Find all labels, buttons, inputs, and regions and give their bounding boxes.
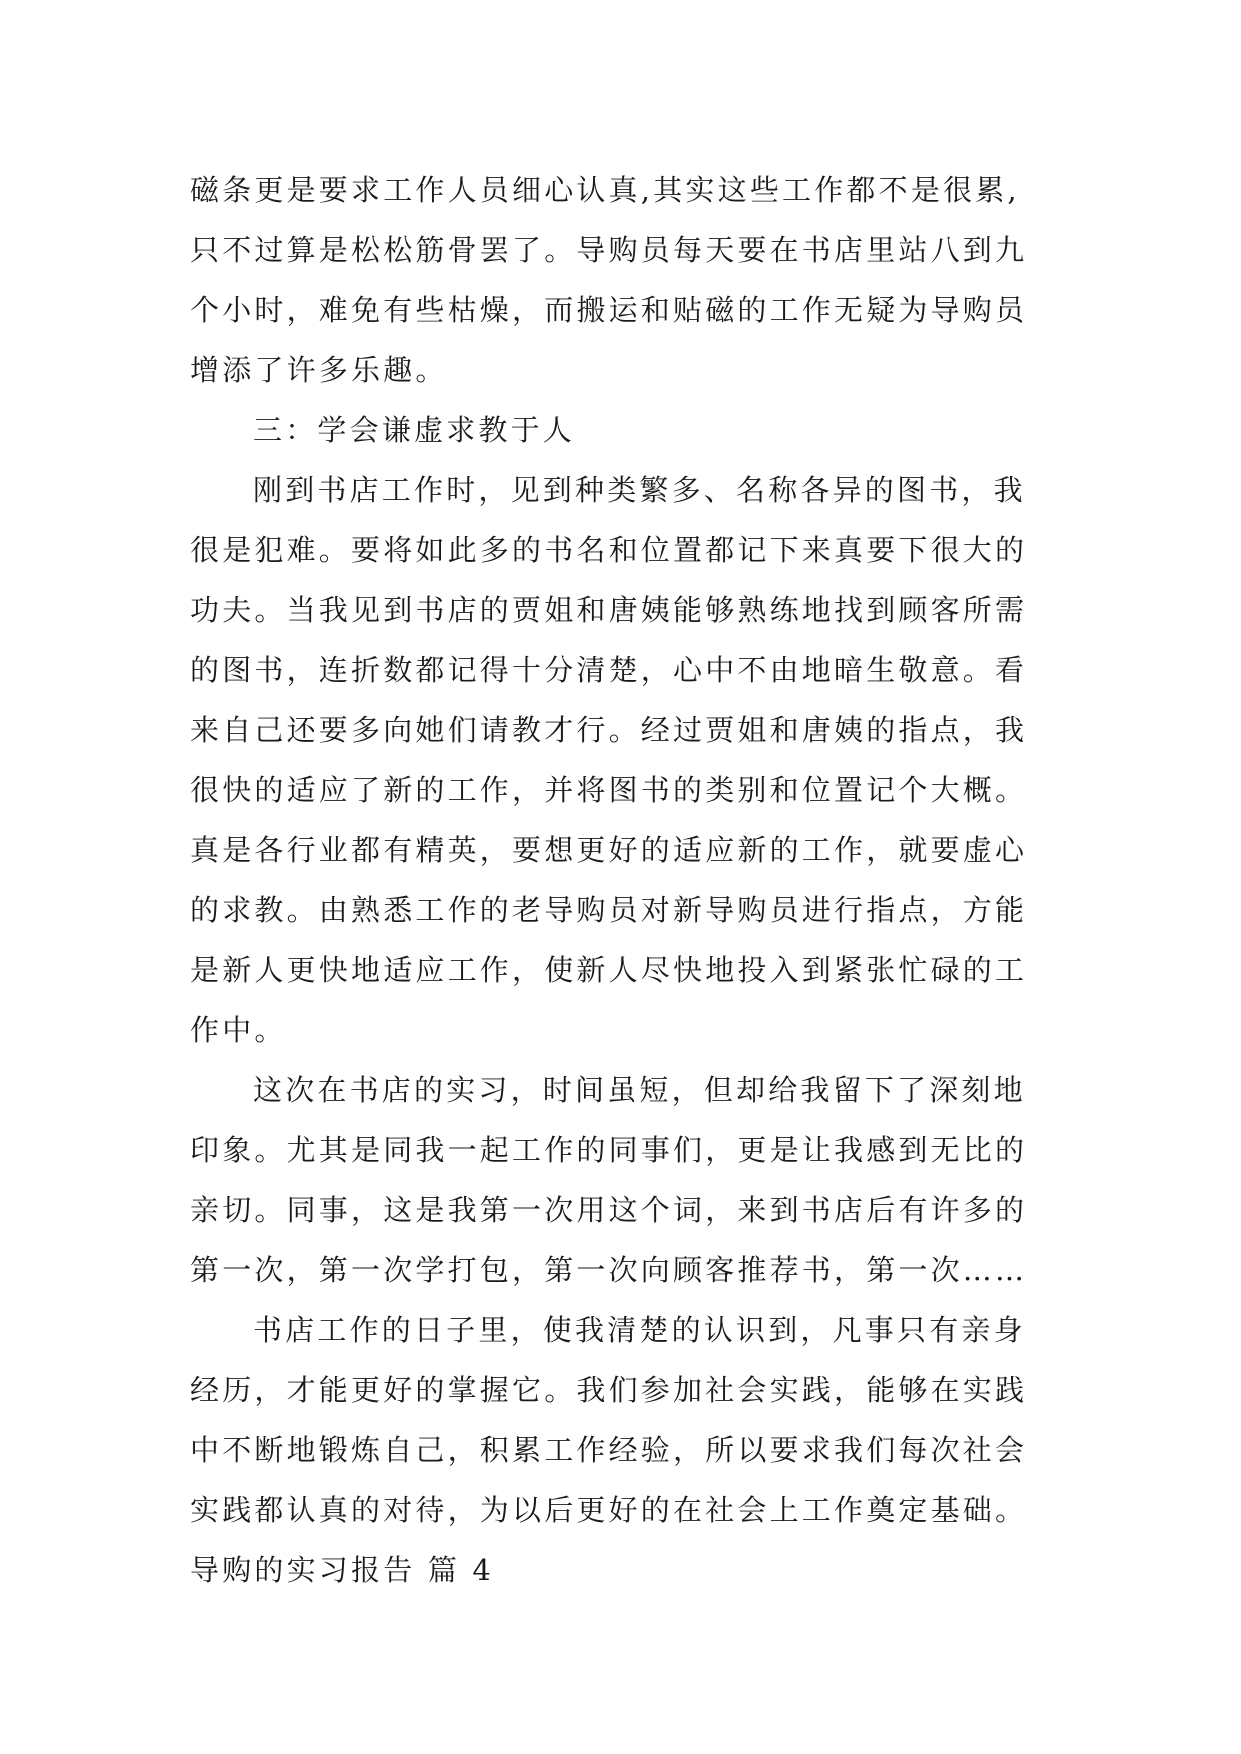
text-line: 的求教。由熟悉工作的老导购员对新导购员进行指点，方能 xyxy=(190,893,1028,927)
text-line: 来自己还要多向她们请教才行。经过贾姐和唐姨的指点，我 xyxy=(190,713,1028,747)
text-line: 很快的适应了新的工作，并将图书的类别和位置记个大概。 xyxy=(190,773,1028,807)
text-line: 书店工作的日子里，使我清楚的认识到，凡事只有亲身 xyxy=(253,1313,1026,1347)
text-line: 亲切。同事，这是我第一次用这个词，来到书店后有许多的 xyxy=(190,1193,1028,1227)
text-line: 第一次，第一次学打包，第一次向顾客推荐书，第一次…… xyxy=(190,1253,1028,1287)
text-line: 实践都认真的对待，为以后更好的在社会上工作奠定基础。 xyxy=(190,1493,1028,1527)
text-line: 增添了许多乐趣。 xyxy=(190,353,448,387)
text-line: 刚到书店工作时，见到种类繁多、名称各异的图书，我 xyxy=(253,473,1026,507)
text-line: 个小时，难免有些枯燥，而搬运和贴磁的工作无疑为导购员 xyxy=(190,293,1028,327)
text-line: 经历，才能更好的掌握它。我们参加社会实践，能够在实践 xyxy=(190,1373,1028,1407)
text-line: 印象。尤其是同我一起工作的同事们，更是让我感到无比的 xyxy=(190,1133,1028,1167)
text-line: 是新人更快地适应工作，使新人尽快地投入到紧张忙碌的工 xyxy=(190,953,1028,987)
text-line: 作中。 xyxy=(190,1013,287,1047)
document-body xyxy=(190,160,1090,1600)
text-line: 真是各行业都有精英，要想更好的适应新的工作，就要虚心 xyxy=(190,833,1028,867)
text-line: 很是犯难。要将如此多的书名和位置都记下来真要下很大的 xyxy=(190,533,1028,567)
text-line: 的图书，连折数都记得十分清楚，心中不由地暗生敬意。看 xyxy=(190,653,1028,687)
text-line: 这次在书店的实习，时间虽短，但却给我留下了深刻地 xyxy=(253,1073,1026,1107)
report-title: 导购的实习报告 篇 4 xyxy=(190,1553,495,1587)
text-line: 磁条更是要求工作人员细心认真,其实这些工作都不是很累, xyxy=(190,173,1020,207)
text-line: 功夫。当我见到书店的贾姐和唐姨能够熟练地找到顾客所需 xyxy=(190,593,1028,627)
text-line: 中不断地锻炼自己，积累工作经验，所以要求我们每次社会 xyxy=(190,1433,1028,1467)
section-heading: 三：学会谦虚求教于人 xyxy=(253,413,576,447)
text-line: 只不过算是松松筋骨罢了。导购员每天要在书店里站八到九 xyxy=(190,233,1028,267)
